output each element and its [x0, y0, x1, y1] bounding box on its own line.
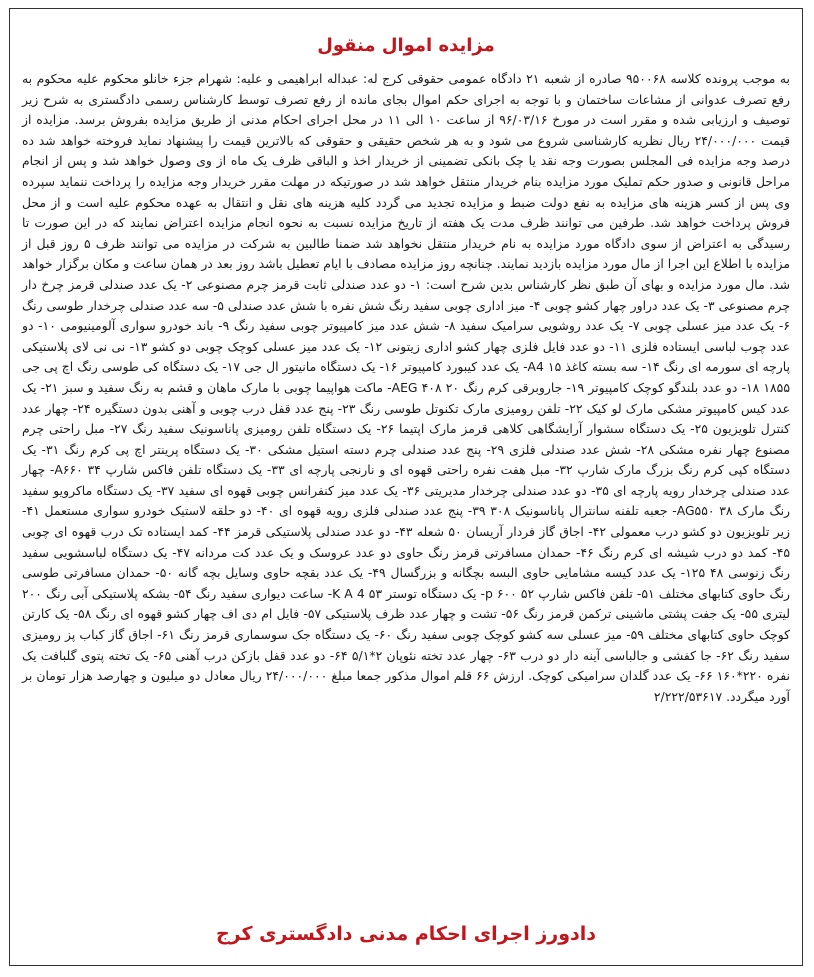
notice-title: مزایده اموال منقول [317, 35, 495, 56]
notice-body: به موجب پرونده کلاسه ۹۵۰۰۶۸ صادره از شعبه ۲۱ دادگاه عمومی حقوقی کرج له: عبداله ابراهیمی و علیه: شهرام جزء خانلو محکوم علیه محکوم به رفع تصرف عدوانی از مشاعات ساختمان و با توجه به اجرای حکم اموال بجای مانده از رفع تصرف توسط کارشناس رسمی دادگستری به شرح زیر توصیف و ارزیابی شده و مقرر است در مورخ ۹۶/۰۳/۱۶ از ساعت ۱۰ الی ۱۱ در محل اجرای احکام مدنی از طریق مزایده بفروش برسد. مزایده از قیمت ۲۴/۰۰۰/۰۰۰ ریال نظریه کارشناسی شروع می شود و به هر شخص حقیقی و حقوقی که بالاترین قیمت را پیشنهاد نماید فروخته خواهد شد ده درصد وجه مزایده فی المجلس بصورت وجه نقد یا چک بانکی تضمینی از خریدار اخذ و الباقی ظرف یک ماه از وی وصول خواهد شد و پس از انجام مراحل قانونی و صدور حکم تملیک مورد مزایده بنام خریدار منتقل خواهد شد در صورتیکه در مهلت مقرر خریدار وجه مزایده را پرداخت ننماید سپرده وی پس از کسر هزینه های مزایده به نفع دولت ضبط و مزایده تجدید می گردد کلیه هزینه های نقل و انتقال به عهده محکوم علیه است و از محل فروش پرداخت خواهد شد. طرفین می توانند ظرف مدت یک هفته از تاریخ مزایده نسبت به نحوه انجام مزایده اعتراض نمایند که در این صورت تا رسیدگی به اعتراض از سوی دادگاه مورد مزایده به نام خریدار منتقل نخواهد شد ضمنا طالبین به شرکت در مزایده می توانند ظرف ۵ روز قبل از مزایده با اطلاع این اجرا از مال مورد مزایده بازدید نمایند. چنانچه روز مزایده مصادف با ایام تعطیل باشد روز بعد در همان ساعت و مکان برگزار خواهد شد. مال مورد مزایده و بهای آن طبق نظر کارشناس بدین شرح است: ۱- دو عدد صندلی ثابت قرمز چرم مصنوعی ۲- یک عدد صندلی قرمز چرخ دار چرم مصنوعی ۳- یک عدد دراور چهار کشو چوبی ۴- میز اداری چوبی سفید رنگ شش نفره با شش عدد صندلی ۵- سه عدد صندلی چرخدار طوسی رنگ ۶- یک عدد میز عسلی چوبی ۷- یک عدد روشویی سرامیک سفید ۸- شش عدد میز کامپیوتر چوبی سفید رنگ ۹- باند خودرو سواری آلومینیومی ۱۰- دو عدد چوب لباسی ایستاده فلزی ۱۱- دو عدد فایل فلزی چهار کشو اداری زیتونی ۱۲- یک عدد میز عسلی کوچک چوبی دو کشو ۱۳- نی نی لای پلاستیکی پارچه ای سورمه ای رنگ ۱۴- سه بسته کاغذ A4 ۱۵- یک عدد کیبورد کامپیوتر ۱۶- یک دستگاه مانیتور ال جی ۱۷- یک دستگاه کی طوسی رنگ اچ پی جی ۱۸۵۵ ۱۸- دو عدد بلندگو کوچک کامپیوتر ۱۹- جاروبرقی کرم رنگ AEG ۴۰۸ ۲۰- ماکت هواپیما چوبی با مارک ماهان و قشم به رنگ سفید و سبز ۲۱- یک عدد کیس کامپیوتر مشکی مارک لو کیک ۲۲- تلفن رومیزی مارک تکنوتل طوسی رنگ ۲۳- پنج عدد قفل درب چوبی و آهنی بدون دستگیره ۲۴- چهار عدد کنترل تلویزیون ۲۵- یک دستگاه سشوار آرایشگاهی کلاهی قرمز مارک اپتیما ۲۶- یک دستگاه تلفن رومیزی پاناسونیک سفید رنگ ۲۷- مبل راحتی چرم مصنوع چهار نفره مشکی ۲۸- شش عدد صندلی فلزی ۲۹- پنج عدد صندلی چرم دسته استیل مشکی ۳۰- یک دستگاه پرینتر اچ پی کرم رنگ ۳۱- یک دستگاه کپی کرم رنگ بزرگ مارک شارپ ۳۲- مبل هفت نفره راحتی قهوه ای و نارنجی پارچه ای ۳۳- یک دستگاه تلفن فاکس شارپ A۶۶۰ ۳۴- چهار عدد صندلی چرخدار رویه پارچه ای ۳۵- دو عدد صندلی چرخدار مدیریتی ۳۶- یک عدد میز کنفرانس چوبی قهوه ای سفید ۳۷- یک دستگاه ماکرویو سفید رنگ مارک AG۵۵۰ ۳۸- جعبه تلفنه سانترال پاناسونیک ۳۰۸ ۳۹- پنج عدد صندلی فلزی رویه قهوه ای ۴۰- دو حلقه لاستیک خودرو سواری مستعمل ۴۱- زیر تلویزیون دو کشو درب معمولی ۴۲- اجاق گاز فردار آریسان ۵۰ شعله ۴۳- دو عدد صندلی پلاستیکی قرمز ۴۴- کمد ایستاده تک درب قهوه ای چوبی ۴۵- کمد دو درب شیشه ای کرم رنگ ۴۶- حمدان مسافرتی قرمز رنگ حاوی دو عدد عروسک و یک عدد کت مردانه ۴۷- یک دستگاه لباسشویی سفید رنگ زنوسی ۴۸ ۱۲۵- یک عدد کیسه مشامایی حاوی البسه بچگانه و بزرگسال ۴۹- یک عدد بقچه حاوی وسایل بچه گانه ۵۰- حمدان مسافرتی طوسی رنگ حاوی کتابهای مختلف ۵۱- تلفن فاکس شارپ p ۶۰۰ ۵۲- یک دستگاه توستر K A 4 ۵۳- ساعت دیواری سفید رنگ ۵۴- بشکه پلاستیکی آبی رنگ ۲۰۰ لیتری ۵۵- یک جفت پشتی ماشینی ترکمن قرمز رنگ ۵۶- تشت و چهار عدد ظرف پلاستیکی ۵۷- فایل ام دی اف چهار کشو قهوه ای رنگ ۵۸- یک کارتن کوچک حاوی کتابهای مختلف ۵۹- میز عسلی سه کشو کوچک چوبی سفید رنگ ۶۰- یک دستگاه جک سوسماری قرمز رنگ ۶۱- اجاق گاز کباب پز رومیزی سفید رنگ ۶۲- جا کفشی و جالباسی آینه دار دو درب ۶۳- چهار عدد تخته نئوپان ۲*۵/۱ ۶۴- دو عدد قفل بازکن درب آهنی ۶۵- یک تخته پتوی گلبافت یک نفره ۲۲۰*۱۶۰ ۶۶- یک عدد گلدان سرامیکی کوچک. ارزش ۶۶ قلم اموال مذکور جمعا مبلغ ۲۴/۰۰۰/۰۰۰ ریال معادل دو میلیون و چهارصد هزار تومان بر آورد میگردد. ۲/۲۲۲/۵۳۶۱۷ [22, 71, 791, 704]
notice-signature: دادورز اجرای احکام مدنی دادگستری کرج [215, 923, 597, 945]
auction-notice-frame [9, 8, 803, 966]
